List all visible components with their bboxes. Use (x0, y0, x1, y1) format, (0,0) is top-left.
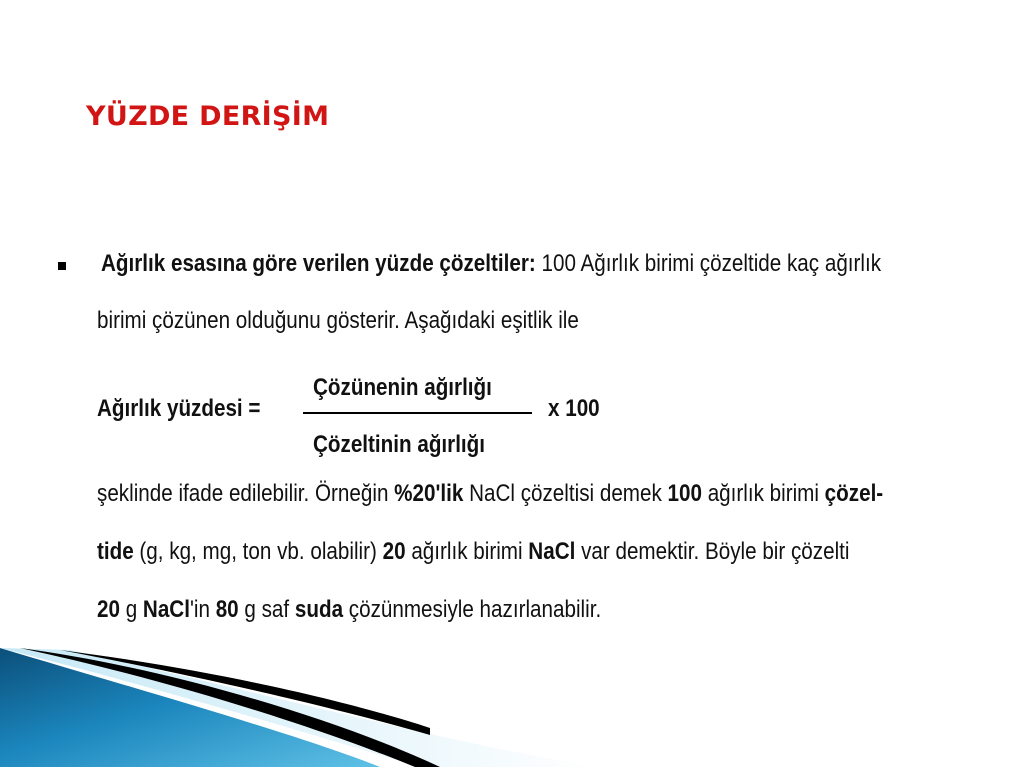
text-segment: şeklinde ifade edilebilir. Örneğin (97, 480, 395, 507)
paragraph-line-2 (97, 538, 850, 566)
text-bold: 100 (667, 480, 702, 507)
paragraph-line-3 (97, 596, 601, 624)
bullet-marker (58, 262, 66, 270)
text-segment: var demektir. Böyle bir çözelti (575, 538, 850, 565)
text-segment: (g, kg, mg, ton vb. olabilir) (133, 538, 383, 565)
bullet-lead-rest: 100 Ağırlık birimi çözeltide kaç ağırlık (535, 250, 882, 277)
text-segment: çözünmesiyle hazırlanabilir. (343, 596, 602, 623)
text-bold: 20 (97, 596, 120, 623)
text-bold: 20 (382, 538, 406, 565)
text-segment: ağırlık birimi (701, 480, 825, 507)
text-segment: NaCl çözeltisi demek (463, 480, 668, 507)
bullet-lead-bold: Ağırlık esasına göre verilen yüzde çözeltiler: (101, 250, 536, 277)
fraction-bar (303, 412, 532, 414)
text-bold: tide (97, 538, 134, 565)
formula-numerator: Çözünenin ağırlığı (313, 374, 492, 401)
text-segment: 'in (189, 596, 216, 623)
text-bold: NaCl (142, 596, 190, 623)
text-bold: çözel- (824, 480, 884, 507)
text-bold: NaCl (528, 538, 576, 565)
formula-left-side: Ağırlık yüzdesi = (97, 395, 261, 422)
slide-title: YÜZDE DERİŞİM (86, 101, 330, 132)
text-bold: %20'lik (394, 480, 464, 507)
formula-denominator: Çözeltinin ağırlığı (313, 431, 486, 458)
bullet-line-2: birimi çözünen olduğunu gösterir. Aşağıdaki eşitlik ile (97, 307, 579, 334)
text-bold: 80 (215, 596, 239, 623)
paragraph-line-1 (97, 480, 883, 508)
text-segment: ağırlık birimi (405, 538, 529, 565)
text-bold: suda (294, 596, 344, 623)
text-segment: g saf (238, 596, 295, 623)
bullet-line-1 (101, 250, 881, 278)
formula-multiplier: x 100 (548, 395, 600, 422)
text-segment: g (119, 596, 143, 623)
